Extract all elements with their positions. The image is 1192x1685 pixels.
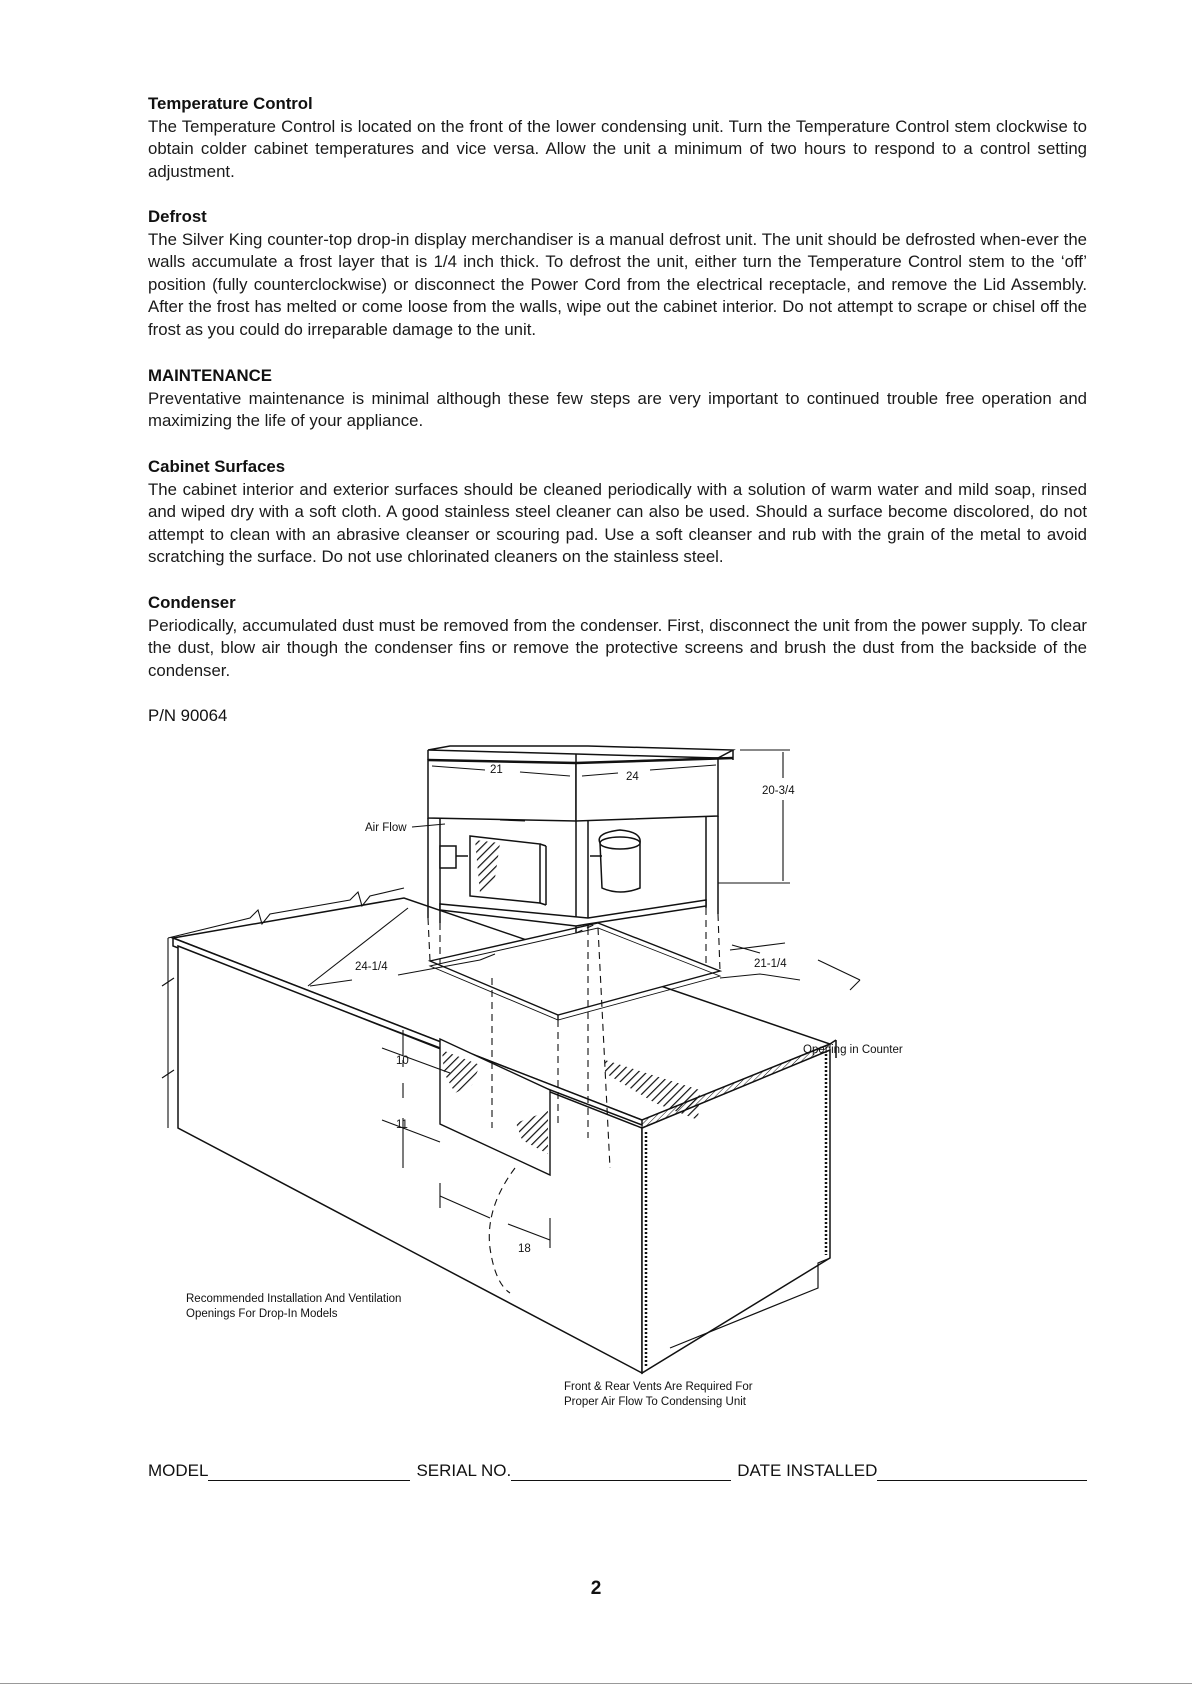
dim-opening-depth: 21-1/4: [754, 958, 787, 970]
registration-form-line: [148, 1457, 1087, 1481]
dim-24: 24: [626, 771, 639, 783]
section-heading: Temperature Control: [148, 94, 313, 113]
date-blank: [877, 1462, 1087, 1481]
page-bottom-rule: [0, 1683, 1192, 1684]
section-heading: Cabinet Surfaces: [148, 457, 286, 476]
installation-diagram: [150, 728, 1010, 1408]
serial-label: SERIAL NO.: [416, 1461, 512, 1480]
label-opening: Opening in Counter: [803, 1044, 903, 1056]
section-heading: Defrost: [148, 207, 207, 226]
dim-height: 20-3/4: [762, 785, 795, 797]
page-number: 2: [590, 1578, 602, 1599]
section-defrost: [148, 206, 1087, 341]
section-body: Periodically, accumulated dust must be removed from the condenser. First, disconnect the unit from the power supply. To clear the dust, blow air though the condenser fins or remove the protective screens and brush the dust from the backside of the condenser.: [148, 615, 1087, 680]
label-vents-line1: Front & Rear Vents Are Required For: [564, 1381, 753, 1393]
model-label: MODEL: [148, 1461, 209, 1480]
part-number: P/N 90064: [148, 706, 228, 725]
section-body: The Silver King counter-top drop-in display merchandiser is a manual defrost unit. The unit should be defrosted when-ever the walls accumulate a frost layer that is 1/4 inch thick. To defrost the unit, either turn the Temperature Control stem to the ‘off’ position (fully counterclockwise) or disconnect the Power Cord from the electrical receptacle, and remove the Lid Assembly. After the frost has melted or come loose from the walls, wipe out the cabinet interior. Do not attempt to scrape or chisel off the frost as you could do irreparable damage to the unit.: [148, 229, 1087, 339]
label-air-flow: Air Flow: [365, 822, 407, 834]
section-condenser: [148, 592, 1087, 682]
section-maintenance: [148, 365, 1087, 433]
dim-vent-height: 11: [396, 1119, 408, 1131]
serial-blank: [511, 1462, 731, 1481]
section-body: The Temperature Control is located on the front of the lower condensing unit. Turn the Temperature Control stem clockwise to obtain colder cabinet temperatures and vice versa. Allow the unit a minimum of two hours to respond to a control setting adjustment.: [148, 116, 1087, 181]
section-temperature-control: [148, 93, 1087, 183]
dim-opening-width: 24-1/4: [355, 961, 388, 973]
condensing-unit: [428, 746, 733, 933]
label-recommended-line2: Openings For Drop-In Models: [186, 1308, 338, 1320]
dim-21: 21: [490, 764, 503, 776]
model-blank: [208, 1462, 410, 1481]
section-heading: Condenser: [148, 593, 236, 612]
label-vents-line2: Proper Air Flow To Condensing Unit: [564, 1396, 746, 1408]
section-cabinet-surfaces: [148, 456, 1087, 569]
section-heading: MAINTENANCE: [148, 366, 272, 385]
section-body: The cabinet interior and exterior surfaces should be cleaned periodically with a solution of warm water and mild soap, rinsed and wiped dry with a soft cloth. A good stainless steel cleaner can also be used. Should a surface become discolored, do not attempt to clean with an abrasive cleanser or scouring pad. Use a soft cleanser and rub with the grain of the metal to avoid scratching the surface. Do not use chlorinated cleaners on the stainless steel.: [148, 479, 1087, 567]
label-recommended-line1: Recommended Installation And Ventilation: [186, 1293, 402, 1305]
dim-vent-top: 10: [396, 1055, 409, 1067]
section-body: Preventative maintenance is minimal although these few steps are very important to continued trouble free operation and maximizing the life of your appliance.: [148, 388, 1087, 431]
dim-vent-width: 18: [518, 1243, 531, 1255]
date-label: DATE INSTALLED: [737, 1461, 878, 1480]
